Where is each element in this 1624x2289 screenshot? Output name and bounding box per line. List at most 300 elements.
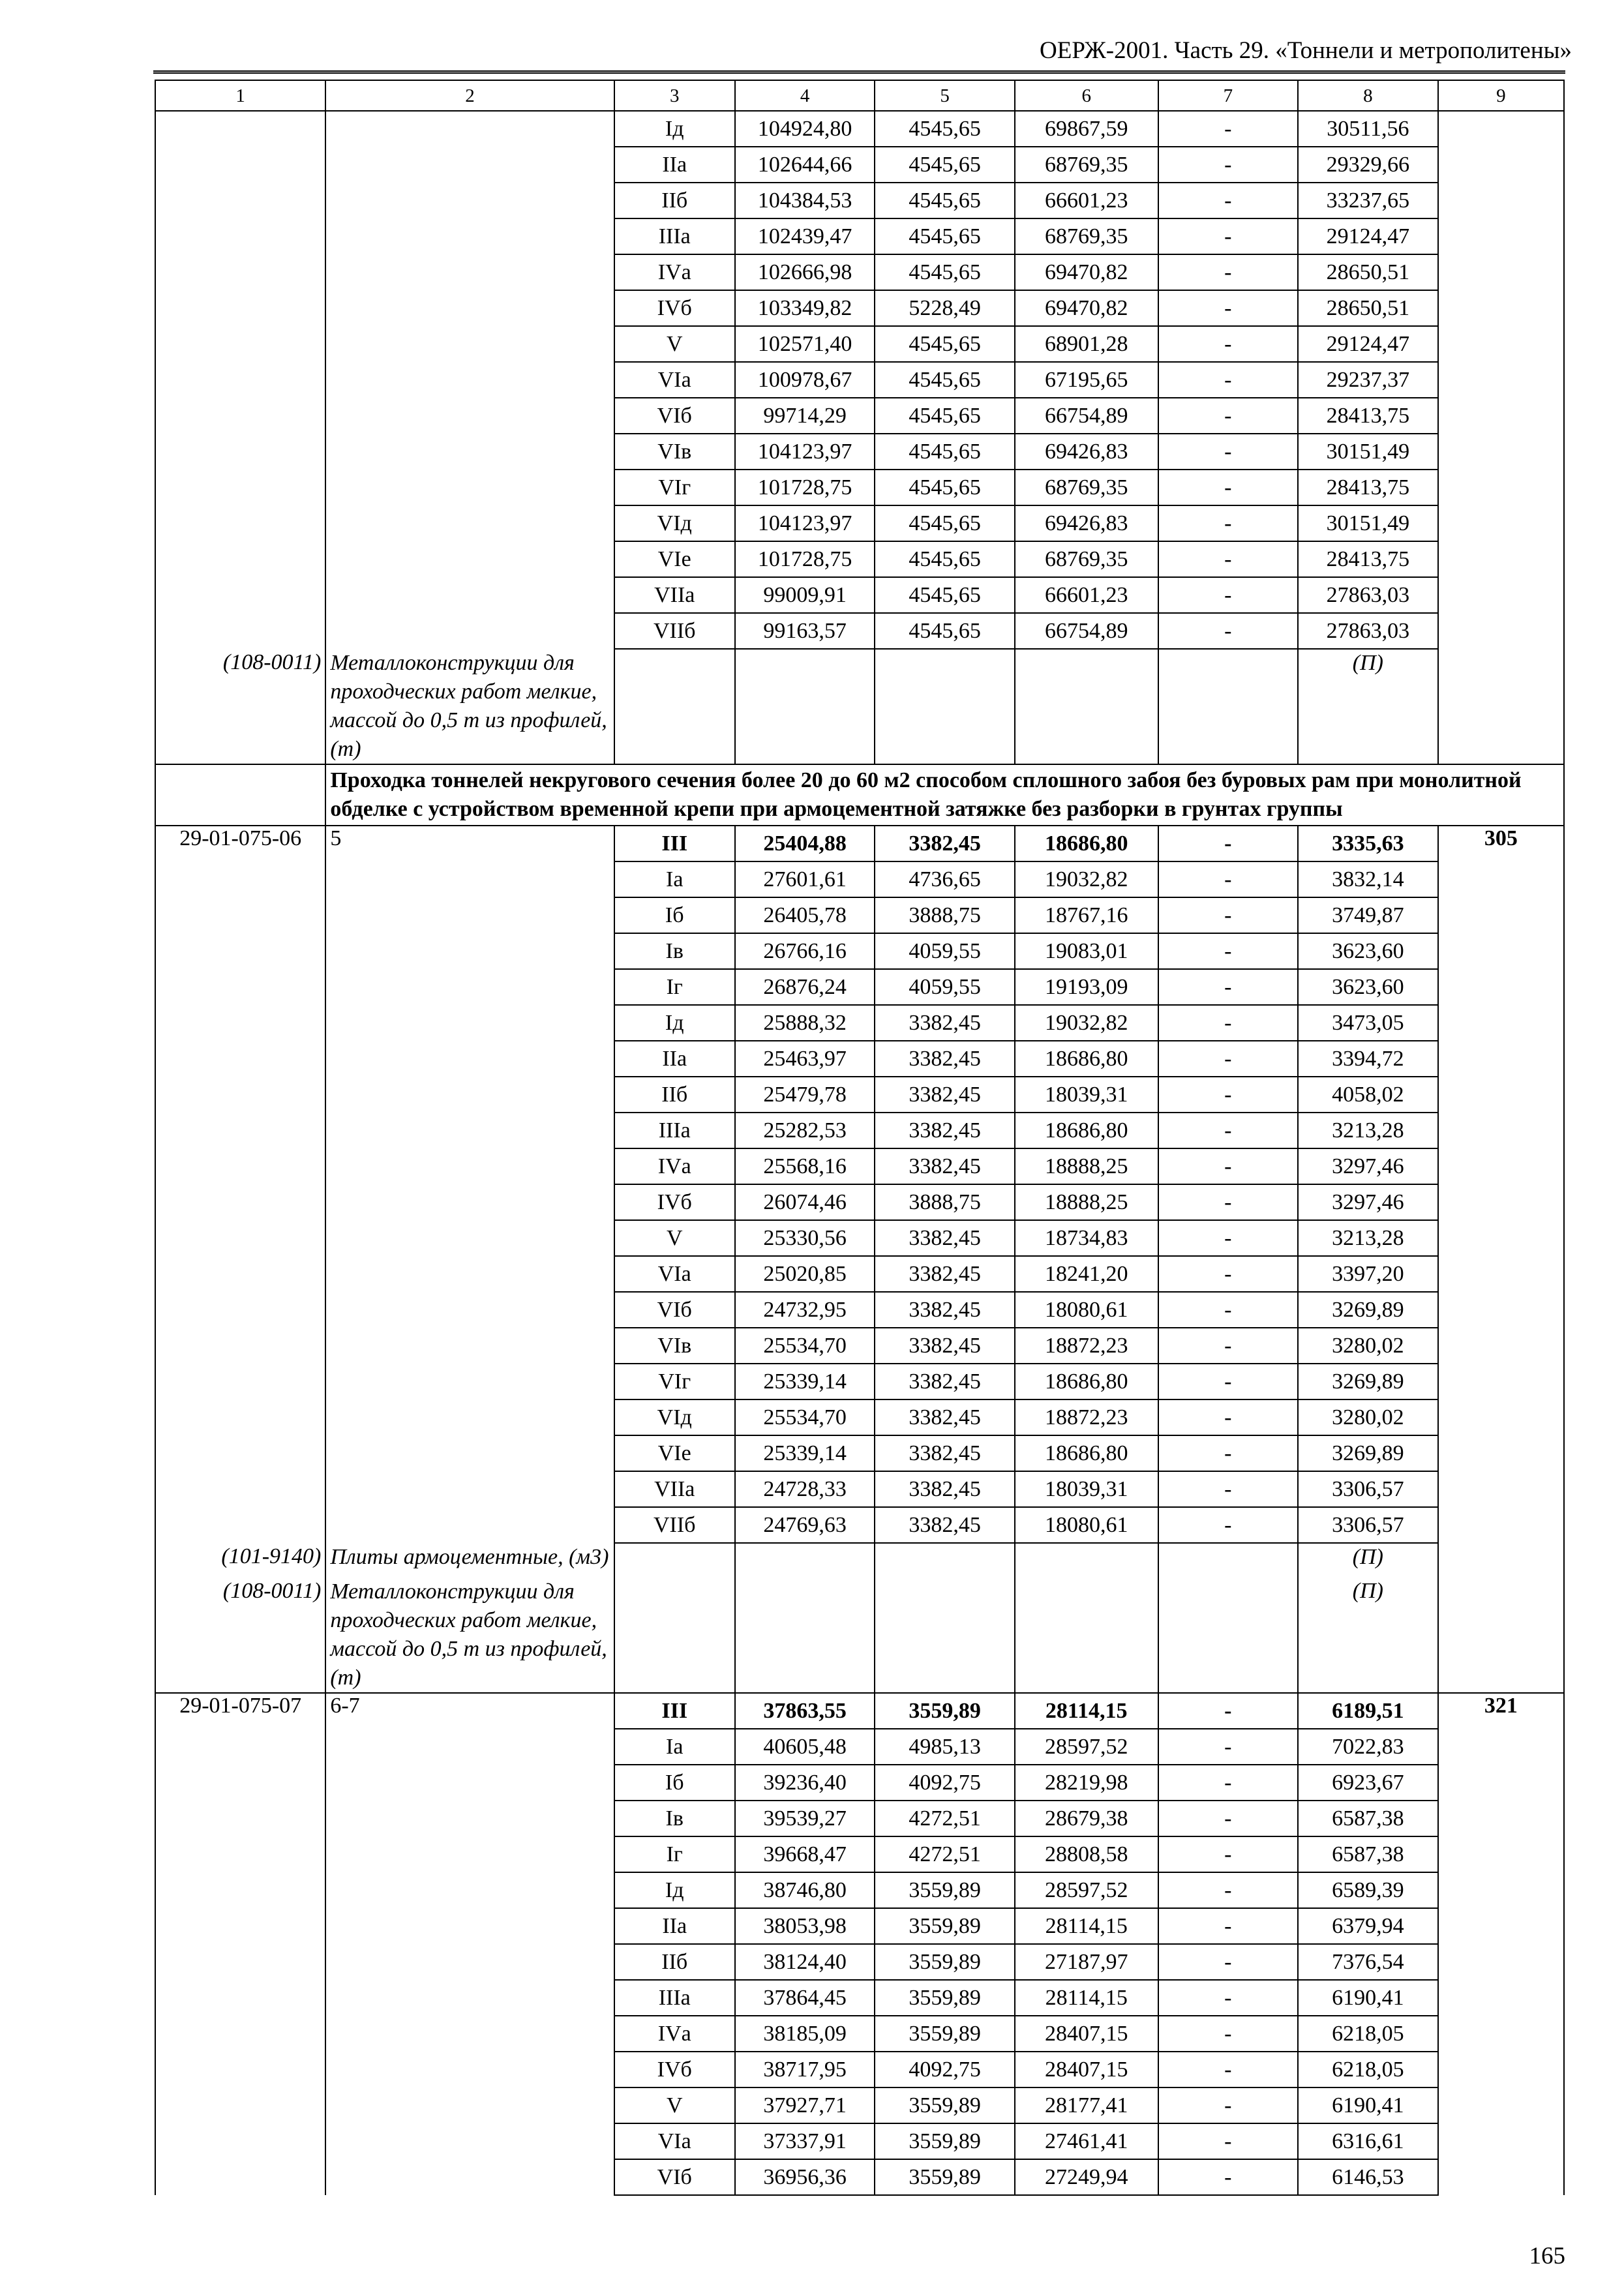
region-zone: VIа: [614, 362, 735, 398]
empty-cell: [1438, 1543, 1564, 1578]
region-zone: Iб: [614, 1765, 735, 1801]
region-zone: III: [614, 826, 735, 861]
column-number: 1: [155, 80, 325, 111]
price-value: 66601,23: [1015, 577, 1158, 613]
region-zone: Iв: [614, 933, 735, 969]
price-value: 25888,32: [735, 1005, 875, 1041]
price-value: 28413,75: [1298, 470, 1438, 505]
price-value: 3306,57: [1298, 1507, 1438, 1543]
price-value: 6190,41: [1298, 1980, 1438, 2016]
region-zone: IIб: [614, 1077, 735, 1113]
column-number: 7: [1158, 80, 1299, 111]
price-value: -: [1158, 2016, 1299, 2052]
price-value: -: [1158, 1980, 1299, 2016]
price-value: 3382,45: [875, 1256, 1015, 1292]
region-zone: IVа: [614, 1148, 735, 1184]
region-zone: Iг: [614, 969, 735, 1005]
price-value: 6923,67: [1298, 1765, 1438, 1801]
price-value: 38124,40: [735, 1944, 875, 1980]
price-table: [155, 80, 1565, 2196]
price-value: 3749,87: [1298, 897, 1438, 933]
price-value: 19083,01: [1015, 933, 1158, 969]
price-value: 4545,65: [875, 254, 1015, 290]
price-value: 99163,57: [735, 613, 875, 649]
work-code: 29-01-075-07: [155, 1693, 325, 2195]
price-value: 18734,83: [1015, 1220, 1158, 1256]
price-value: 33237,65: [1298, 183, 1438, 218]
price-value: 3269,89: [1298, 1364, 1438, 1399]
price-value: 3382,45: [875, 1005, 1015, 1041]
price-value: 24728,33: [735, 1471, 875, 1507]
price-value: -: [1158, 398, 1299, 434]
price-row: [155, 1693, 1564, 1729]
soil-group: 6-7: [325, 1693, 614, 2195]
price-value: 38746,80: [735, 1872, 875, 1908]
price-value: 29124,47: [1298, 218, 1438, 254]
price-value: 3382,45: [875, 1471, 1015, 1507]
price-value: 29329,66: [1298, 147, 1438, 183]
region-zone: VIд: [614, 1399, 735, 1435]
empty-cell: [1015, 1543, 1158, 1578]
price-value: 6587,38: [1298, 1801, 1438, 1836]
price-value: 18039,31: [1015, 1471, 1158, 1507]
empty-cell: [875, 649, 1015, 764]
price-value: 101728,75: [735, 541, 875, 577]
region-zone: IVа: [614, 254, 735, 290]
price-value: 3559,89: [875, 1908, 1015, 1944]
region-zone: VIIа: [614, 577, 735, 613]
price-value: -: [1158, 1908, 1299, 1944]
price-value: 6146,53: [1298, 2159, 1438, 2195]
price-value: 26074,46: [735, 1184, 875, 1220]
region-zone: IVб: [614, 290, 735, 326]
note-number: 305: [1438, 826, 1564, 1543]
price-value: 37863,55: [735, 1693, 875, 1729]
price-value: 3473,05: [1298, 1005, 1438, 1041]
price-value: 27863,03: [1298, 613, 1438, 649]
price-value: 68769,35: [1015, 147, 1158, 183]
column-number: 9: [1438, 80, 1564, 111]
price-value: 6587,38: [1298, 1836, 1438, 1872]
region-zone: IIа: [614, 147, 735, 183]
price-value: -: [1158, 1077, 1299, 1113]
price-value: 25568,16: [735, 1148, 875, 1184]
price-value: -: [1158, 1184, 1299, 1220]
price-value: 25534,70: [735, 1399, 875, 1435]
empty-cell: [1158, 649, 1299, 764]
price-value: 4058,02: [1298, 1077, 1438, 1113]
price-value: 6218,05: [1298, 2016, 1438, 2052]
price-value: 28219,98: [1015, 1765, 1158, 1801]
price-value: 3297,46: [1298, 1184, 1438, 1220]
region-zone: VIе: [614, 541, 735, 577]
price-value: 38185,09: [735, 2016, 875, 2052]
price-value: -: [1158, 1471, 1299, 1507]
price-value: 3335,63: [1298, 826, 1438, 861]
price-value: -: [1158, 470, 1299, 505]
price-value: 4545,65: [875, 218, 1015, 254]
price-value: 28407,15: [1015, 2052, 1158, 2087]
price-value: 37337,91: [735, 2123, 875, 2159]
resource-name: Металлоконструкции для проходческих работ мелкие, массой до 0,5 т из профилей, (т): [325, 1578, 614, 1693]
price-value: 36956,36: [735, 2159, 875, 2195]
price-value: 104384,53: [735, 183, 875, 218]
price-value: 7022,83: [1298, 1729, 1438, 1765]
region-zone: Iа: [614, 861, 735, 897]
price-value: -: [1158, 183, 1299, 218]
column-number-row: [155, 80, 1564, 111]
price-value: 68901,28: [1015, 326, 1158, 362]
resource-unit-note: (П): [1298, 1578, 1438, 1693]
price-value: -: [1158, 290, 1299, 326]
price-value: 104123,97: [735, 505, 875, 541]
region-zone: III: [614, 1693, 735, 1729]
price-value: 69470,82: [1015, 254, 1158, 290]
price-value: 69867,59: [1015, 111, 1158, 147]
price-value: 3623,60: [1298, 933, 1438, 969]
price-value: 3559,89: [875, 2123, 1015, 2159]
price-value: 38053,98: [735, 1908, 875, 1944]
price-value: 4545,65: [875, 613, 1015, 649]
price-value: 18888,25: [1015, 1184, 1158, 1220]
price-value: 99009,91: [735, 577, 875, 613]
price-value: 24769,63: [735, 1507, 875, 1543]
region-zone: Iд: [614, 1005, 735, 1041]
price-value: 28114,15: [1015, 1980, 1158, 2016]
price-value: 4545,65: [875, 362, 1015, 398]
price-value: 18872,23: [1015, 1399, 1158, 1435]
empty-cell: [614, 1578, 735, 1693]
price-value: 28597,52: [1015, 1729, 1158, 1765]
price-value: 4985,13: [875, 1729, 1015, 1765]
price-value: 30151,49: [1298, 434, 1438, 470]
price-value: -: [1158, 1872, 1299, 1908]
price-value: 27461,41: [1015, 2123, 1158, 2159]
column-number: 8: [1298, 80, 1438, 111]
price-value: 66601,23: [1015, 183, 1158, 218]
region-zone: VIг: [614, 470, 735, 505]
price-value: 4545,65: [875, 147, 1015, 183]
price-value: 68769,35: [1015, 218, 1158, 254]
price-value: 4545,65: [875, 398, 1015, 434]
price-value: 3382,45: [875, 1041, 1015, 1077]
price-value: -: [1158, 1113, 1299, 1148]
price-value: 7376,54: [1298, 1944, 1438, 1980]
price-value: 99714,29: [735, 398, 875, 434]
price-value: 25020,85: [735, 1256, 875, 1292]
empty-cell: [735, 1578, 875, 1693]
price-value: -: [1158, 1148, 1299, 1184]
price-value: 3382,45: [875, 826, 1015, 861]
price-value: -: [1158, 1507, 1299, 1543]
region-zone: IVа: [614, 2016, 735, 2052]
price-value: 3382,45: [875, 1507, 1015, 1543]
price-value: 102666,98: [735, 254, 875, 290]
price-value: -: [1158, 2052, 1299, 2087]
price-value: 3382,45: [875, 1328, 1015, 1364]
price-value: -: [1158, 1005, 1299, 1041]
price-value: 38717,95: [735, 2052, 875, 2087]
resource-unit-note: (П): [1298, 649, 1438, 764]
price-value: 25534,70: [735, 1328, 875, 1364]
column-number: 5: [875, 80, 1015, 111]
work-code: 29-01-075-06: [155, 826, 325, 1543]
price-value: 4059,55: [875, 969, 1015, 1005]
price-value: 66754,89: [1015, 398, 1158, 434]
price-value: 3382,45: [875, 1077, 1015, 1113]
region-zone: VIа: [614, 2123, 735, 2159]
region-zone: VIд: [614, 505, 735, 541]
price-value: 3280,02: [1298, 1328, 1438, 1364]
price-value: 3382,45: [875, 1148, 1015, 1184]
resource-name: Плиты армоцементные, (м3): [325, 1543, 614, 1578]
price-value: 39236,40: [735, 1765, 875, 1801]
region-zone: VIб: [614, 1292, 735, 1328]
empty-cell: [735, 649, 875, 764]
price-value: 4545,65: [875, 470, 1015, 505]
region-zone: VIб: [614, 2159, 735, 2195]
price-value: 3213,28: [1298, 1113, 1438, 1148]
price-value: 25479,78: [735, 1077, 875, 1113]
price-value: 102571,40: [735, 326, 875, 362]
price-value: 3559,89: [875, 2016, 1015, 2052]
price-value: 3559,89: [875, 1872, 1015, 1908]
price-value: 29124,47: [1298, 326, 1438, 362]
price-value: 3559,89: [875, 2159, 1015, 2195]
price-value: 3382,45: [875, 1113, 1015, 1148]
price-value: 25339,14: [735, 1435, 875, 1471]
price-value: -: [1158, 1328, 1299, 1364]
price-value: -: [1158, 505, 1299, 541]
price-value: -: [1158, 2159, 1299, 2195]
region-zone: V: [614, 1220, 735, 1256]
price-value: 5228,49: [875, 290, 1015, 326]
price-value: 68769,35: [1015, 470, 1158, 505]
price-value: 3382,45: [875, 1435, 1015, 1471]
price-value: 18686,80: [1015, 826, 1158, 861]
price-value: 4736,65: [875, 861, 1015, 897]
price-value: 39539,27: [735, 1801, 875, 1836]
price-value: 6189,51: [1298, 1693, 1438, 1729]
soil-group: 5: [325, 826, 614, 1543]
price-value: 6379,94: [1298, 1908, 1438, 1944]
region-zone: VIв: [614, 434, 735, 470]
price-value: 4545,65: [875, 505, 1015, 541]
price-value: -: [1158, 1041, 1299, 1077]
price-value: 4272,51: [875, 1836, 1015, 1872]
price-value: 28650,51: [1298, 254, 1438, 290]
price-value: -: [1158, 1693, 1299, 1729]
price-value: 4545,65: [875, 577, 1015, 613]
price-value: 18241,20: [1015, 1256, 1158, 1292]
column-number: 3: [614, 80, 735, 111]
price-value: 26876,24: [735, 969, 875, 1005]
resource-name: Металлоконструкции для проходческих работ мелкие, массой до 0,5 т из профилей, (т): [325, 649, 614, 764]
price-value: 3382,45: [875, 1364, 1015, 1399]
price-value: 28114,15: [1015, 1693, 1158, 1729]
price-value: -: [1158, 861, 1299, 897]
price-value: 3888,75: [875, 897, 1015, 933]
price-value: 28597,52: [1015, 1872, 1158, 1908]
price-value: -: [1158, 362, 1299, 398]
price-value: 30511,56: [1298, 111, 1438, 147]
price-value: -: [1158, 147, 1299, 183]
region-zone: VIг: [614, 1364, 735, 1399]
price-value: 4092,75: [875, 1765, 1015, 1801]
empty-cell: [614, 649, 735, 764]
price-value: 37864,45: [735, 1980, 875, 2016]
price-value: 3382,45: [875, 1220, 1015, 1256]
soil-group: [325, 111, 614, 649]
resource-code: (108-0011): [155, 1578, 325, 1693]
price-value: 18888,25: [1015, 1148, 1158, 1184]
price-value: 3559,89: [875, 1693, 1015, 1729]
region-zone: VIб: [614, 398, 735, 434]
price-value: 18080,61: [1015, 1507, 1158, 1543]
note-number: 321: [1438, 1693, 1564, 2195]
price-value: 18767,16: [1015, 897, 1158, 933]
section-title-row: [155, 764, 1564, 826]
price-value: 3280,02: [1298, 1399, 1438, 1435]
price-value: -: [1158, 1256, 1299, 1292]
resource-unit-note: (П): [1298, 1543, 1438, 1578]
price-value: 66754,89: [1015, 613, 1158, 649]
price-value: 37927,71: [735, 2087, 875, 2123]
region-zone: VIIб: [614, 613, 735, 649]
region-zone: Iг: [614, 1836, 735, 1872]
empty-cell: [875, 1578, 1015, 1693]
region-zone: VIв: [614, 1328, 735, 1364]
price-value: 28177,41: [1015, 2087, 1158, 2123]
price-value: -: [1158, 326, 1299, 362]
price-value: -: [1158, 1435, 1299, 1471]
price-value: -: [1158, 1944, 1299, 1980]
price-value: 28650,51: [1298, 290, 1438, 326]
empty-cell: [1015, 649, 1158, 764]
price-value: 4545,65: [875, 326, 1015, 362]
price-value: 25330,56: [735, 1220, 875, 1256]
price-value: -: [1158, 1836, 1299, 1872]
price-value: 4545,65: [875, 183, 1015, 218]
price-value: 3213,28: [1298, 1220, 1438, 1256]
price-value: 19193,09: [1015, 969, 1158, 1005]
resource-note-row: [155, 1543, 1564, 1578]
empty-cell: [1158, 1543, 1299, 1578]
price-value: -: [1158, 541, 1299, 577]
price-value: -: [1158, 1399, 1299, 1435]
price-value: 18686,80: [1015, 1435, 1158, 1471]
price-value: 27863,03: [1298, 577, 1438, 613]
region-zone: V: [614, 326, 735, 362]
price-value: 18686,80: [1015, 1041, 1158, 1077]
price-value: 3382,45: [875, 1292, 1015, 1328]
table-body: [155, 80, 1564, 2195]
price-value: 19032,82: [1015, 861, 1158, 897]
price-value: 27249,94: [1015, 2159, 1158, 2195]
price-value: -: [1158, 1765, 1299, 1801]
price-value: -: [1158, 933, 1299, 969]
work-code: [155, 111, 325, 649]
region-zone: IIIа: [614, 218, 735, 254]
price-value: -: [1158, 1729, 1299, 1765]
region-zone: Iд: [614, 111, 735, 147]
price-value: 29237,37: [1298, 362, 1438, 398]
price-value: 28679,38: [1015, 1801, 1158, 1836]
price-value: 69426,83: [1015, 505, 1158, 541]
price-value: 104924,80: [735, 111, 875, 147]
page-header-title: ОЕРЖ-2001. Часть 29. «Тоннели и метрополитены»: [1040, 37, 1572, 64]
region-zone: IIб: [614, 1944, 735, 1980]
price-value: 40605,48: [735, 1729, 875, 1765]
price-value: 24732,95: [735, 1292, 875, 1328]
price-value: 4545,65: [875, 111, 1015, 147]
price-value: 102439,47: [735, 218, 875, 254]
price-value: -: [1158, 254, 1299, 290]
region-zone: Iд: [614, 1872, 735, 1908]
region-zone: IIIа: [614, 1113, 735, 1148]
price-value: 27601,61: [735, 861, 875, 897]
price-value: 26405,78: [735, 897, 875, 933]
price-value: -: [1158, 1292, 1299, 1328]
price-value: 100978,67: [735, 362, 875, 398]
price-row: [155, 111, 1564, 147]
region-zone: IIа: [614, 1908, 735, 1944]
price-value: 68769,35: [1015, 541, 1158, 577]
resource-note-row: [155, 1578, 1564, 1693]
price-value: 30151,49: [1298, 505, 1438, 541]
note-number: [1438, 111, 1564, 649]
region-zone: IIIа: [614, 1980, 735, 2016]
empty-cell: [1438, 649, 1564, 764]
column-number: 6: [1015, 80, 1158, 111]
column-number: 2: [325, 80, 614, 111]
region-zone: IIб: [614, 183, 735, 218]
empty-cell: [735, 1543, 875, 1578]
region-zone: Iб: [614, 897, 735, 933]
price-value: 25404,88: [735, 826, 875, 861]
price-value: 18080,61: [1015, 1292, 1158, 1328]
price-value: 3382,45: [875, 1399, 1015, 1435]
price-value: -: [1158, 111, 1299, 147]
price-value: 3832,14: [1298, 861, 1438, 897]
price-value: 18686,80: [1015, 1113, 1158, 1148]
empty-cell: [1438, 1578, 1564, 1693]
price-value: 25339,14: [735, 1364, 875, 1399]
price-value: -: [1158, 2123, 1299, 2159]
price-value: 3269,89: [1298, 1435, 1438, 1471]
price-value: 69470,82: [1015, 290, 1158, 326]
empty-cell: [875, 1543, 1015, 1578]
price-value: -: [1158, 613, 1299, 649]
price-value: 69426,83: [1015, 434, 1158, 470]
price-value: 3306,57: [1298, 1471, 1438, 1507]
region-zone: IVб: [614, 1184, 735, 1220]
empty-cell: [155, 764, 325, 826]
column-number: 4: [735, 80, 875, 111]
empty-cell: [1015, 1578, 1158, 1693]
price-value: 39668,47: [735, 1836, 875, 1872]
price-value: 19032,82: [1015, 1005, 1158, 1041]
price-value: -: [1158, 1801, 1299, 1836]
price-value: 25282,53: [735, 1113, 875, 1148]
price-value: 18039,31: [1015, 1077, 1158, 1113]
price-value: -: [1158, 1364, 1299, 1399]
price-value: 3297,46: [1298, 1148, 1438, 1184]
region-zone: IIа: [614, 1041, 735, 1077]
price-row: [155, 826, 1564, 861]
price-value: 6316,61: [1298, 2123, 1438, 2159]
region-zone: VIIб: [614, 1507, 735, 1543]
